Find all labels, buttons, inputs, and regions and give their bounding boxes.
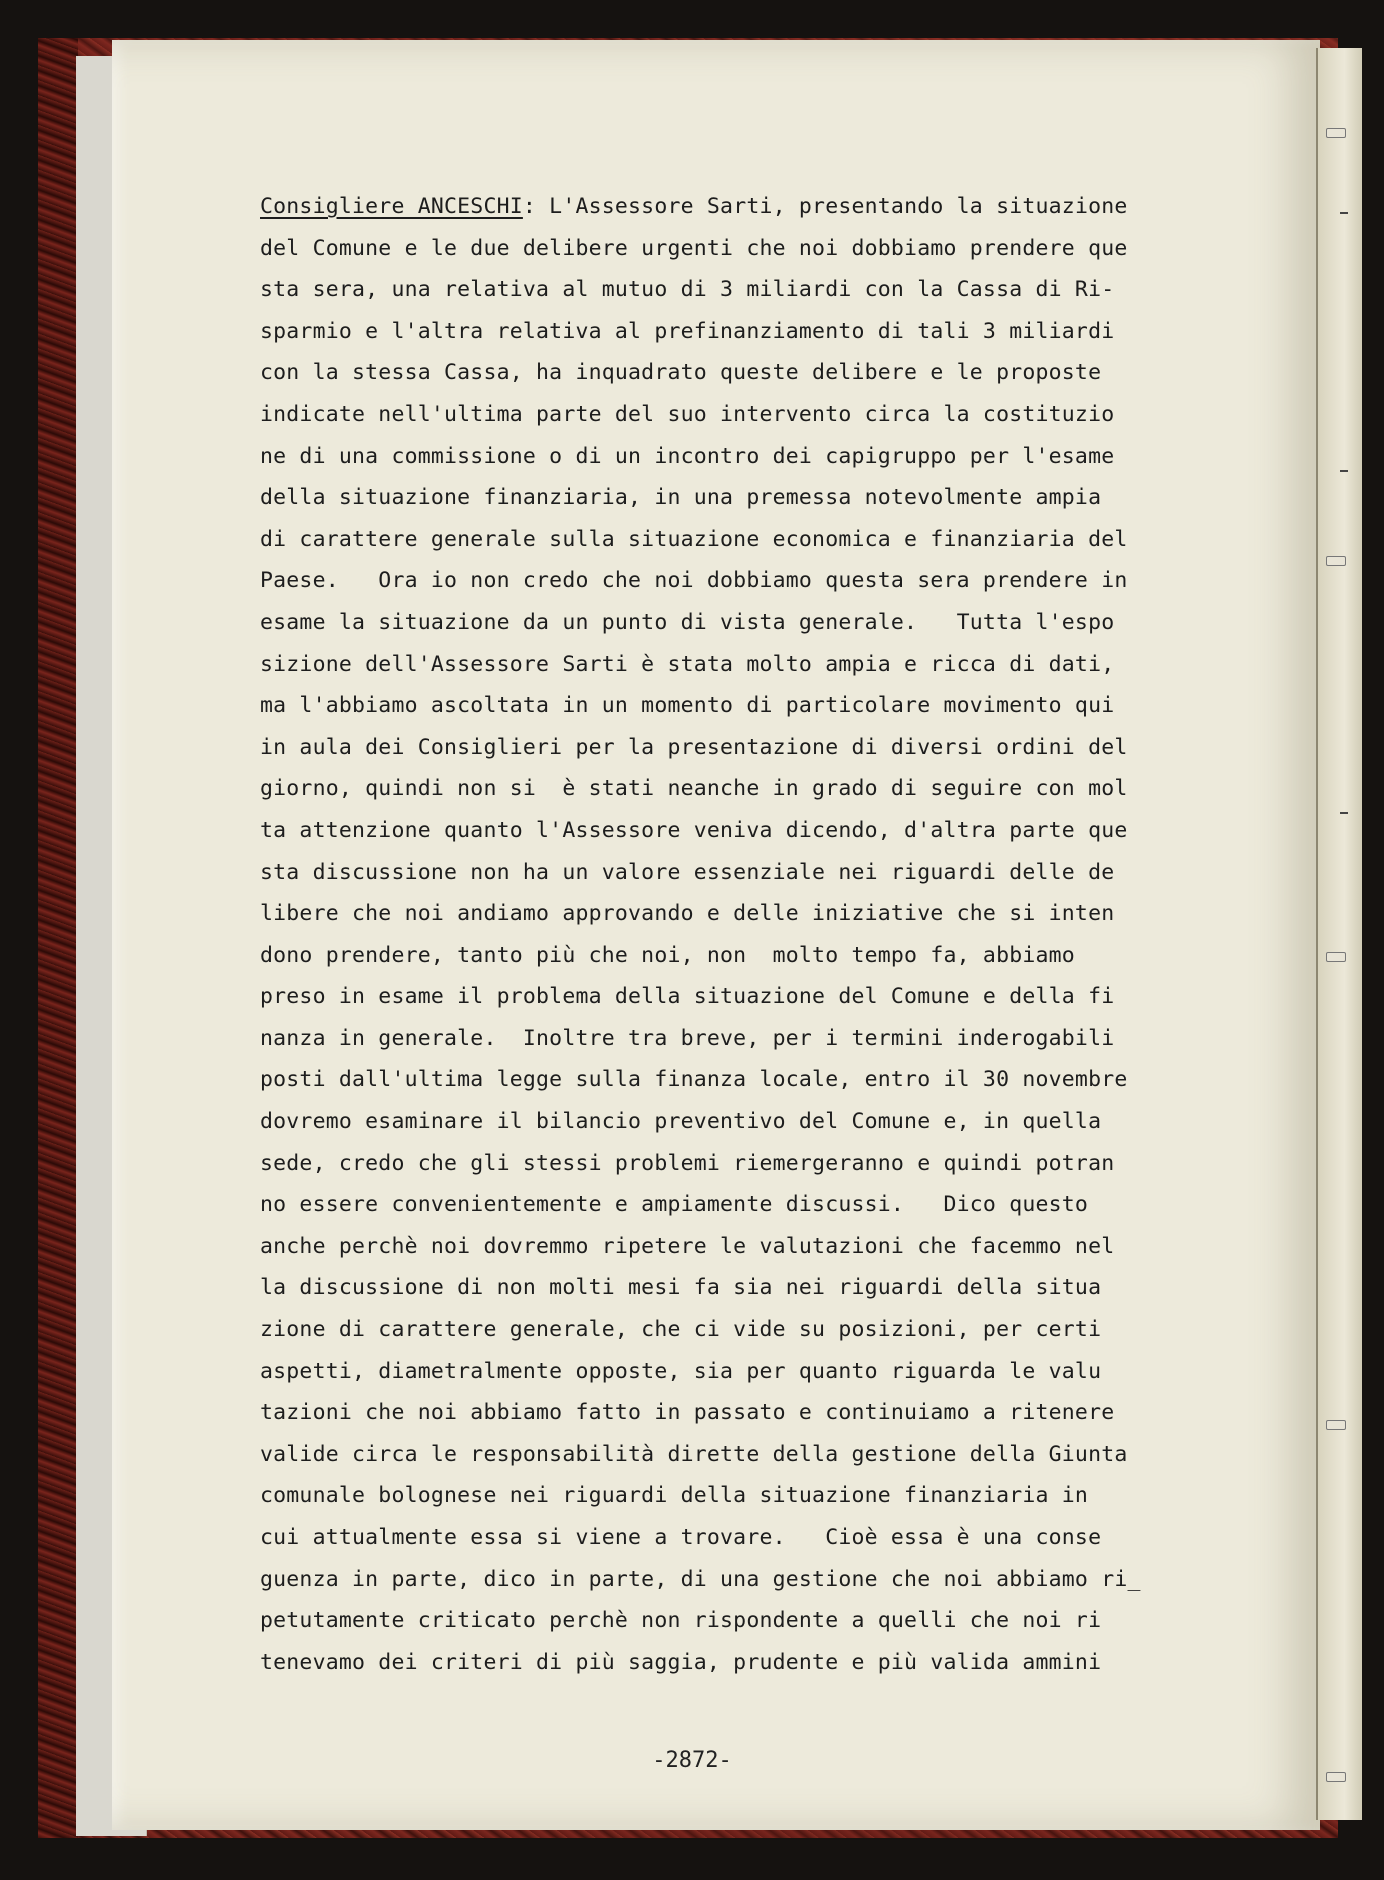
next-leaf-edge [1316,48,1362,1820]
text-line: sede, credo che gli stessi problemi riemergeranno e quindi potran [260,1150,1115,1176]
text-line: posti dall'ultima legge sulla finanza locale, entro il 30 novembre [260,1067,1128,1093]
text-line: libere che noi andiamo approvando e delle iniziative che si inten [260,901,1115,927]
text-line: ma l'abbiamo ascoltata in un momento di particolare movimento qui [260,693,1115,719]
text-line: tazioni che noi abbiamo fatto in passato e continuiamo a ritenere [260,1400,1115,1426]
speaker-name: Consigliere ANCESCHI [260,194,523,219]
text-line: sparmio e l'altra relativa al prefinanziamento di tali 3 miliardi [260,318,1115,344]
text-line: tenevamo dei criteri di più saggia, prudente e più valida ammini [260,1649,1102,1675]
margin-mark [1340,212,1348,214]
page-number: -2872- [652,1748,732,1773]
text-line: sizione dell'Assessore Sarti è stata molto ampia e ricca di dati, [260,651,1115,677]
text-line: comunale bolognese nei riguardi della situazione finanziaria in [260,1483,1089,1509]
text-line: nanza in generale. Inoltre tra breve, per i termini inderogabili [260,1025,1115,1051]
text-line: ne di una commissione o di un incontro dei capigruppo per l'esame [260,443,1115,469]
text-line: aspetti, diametralmente opposte, sia per quanto riguarda le valu [260,1358,1102,1384]
text-line: della situazione finanziaria, in una premessa notevolmente ampia [260,485,1102,511]
text-line: sta sera, una relativa al mutuo di 3 miliardi con la Cassa di Ri- [260,277,1115,303]
text-line: Consigliere ANCESCHI: L'Assessore Sarti, presentando la situazione [260,194,1128,219]
margin-mark [1340,812,1348,814]
text-line: del Comune e le due delibere urgenti che noi dobbiamo prendere que [260,235,1128,261]
binding-staple [1326,952,1346,962]
binding-staple [1326,556,1346,566]
text-line: con la stessa Cassa, ha inquadrato queste delibere e le proposte [260,360,1102,386]
text-line: sta discussione non ha un valore essenziale nei riguardi delle de [260,859,1115,885]
text-line: indicate nell'ultima parte del suo intervento circa la costituzio [260,401,1115,427]
text-line: anche perchè noi dovremmo ripetere le valutazioni che facemmo nel [260,1233,1115,1259]
text-line: no essere convenientemente e ampiamente discussi. Dico questo [260,1192,1089,1218]
text-line: ta attenzione quanto l'Assessore veniva dicendo, d'altra parte que [260,817,1128,843]
binding-staple [1326,128,1346,138]
binding-staple [1326,1772,1346,1782]
text-line: zione di carattere generale, che ci vide su posizioni, per certi [260,1317,1102,1343]
text-line: preso in esame il problema della situazione del Comune e della fi [260,984,1115,1010]
text-line: di carattere generale sulla situazione economica e finanziaria del [260,526,1128,552]
text-line: cui attualmente essa si viene a trovare. Cioè essa è una conse [260,1525,1102,1550]
binding-staple [1326,1420,1346,1430]
text-line: Paese. Ora io non credo che noi dobbiamo questa sera prendere in [260,568,1128,594]
text-line: guenza in parte, dico in parte, di una gestione che noi abbiamo ri_ [260,1566,1141,1592]
text-line: la discussione di non molti mesi fa sia nei riguardi della situa [260,1275,1102,1301]
text-line: dovremo esaminare il bilancio preventivo del Comune e, in quella [260,1109,1102,1135]
cover-spine [38,38,78,1838]
text-line: petutamente criticato perchè non rispondente a quelli che noi ri [260,1608,1102,1634]
margin-mark [1340,470,1348,472]
document-body [260,186,1210,1683]
text-line: in aula dei Consiglieri per la presentazione di diversi ordini del [260,734,1128,760]
text-line: valide circa le responsabilità dirette della gestione della Giunta [260,1441,1128,1467]
text-line: dono prendere, tanto più che noi, non molto tempo fa, abbiamo [260,942,1075,968]
text-line: esame la situazione da un punto di vista generale. Tutta l'espo [260,609,1115,635]
text-line: giorno, quindi non si è stati neanche in grado di seguire con mol [260,776,1128,802]
